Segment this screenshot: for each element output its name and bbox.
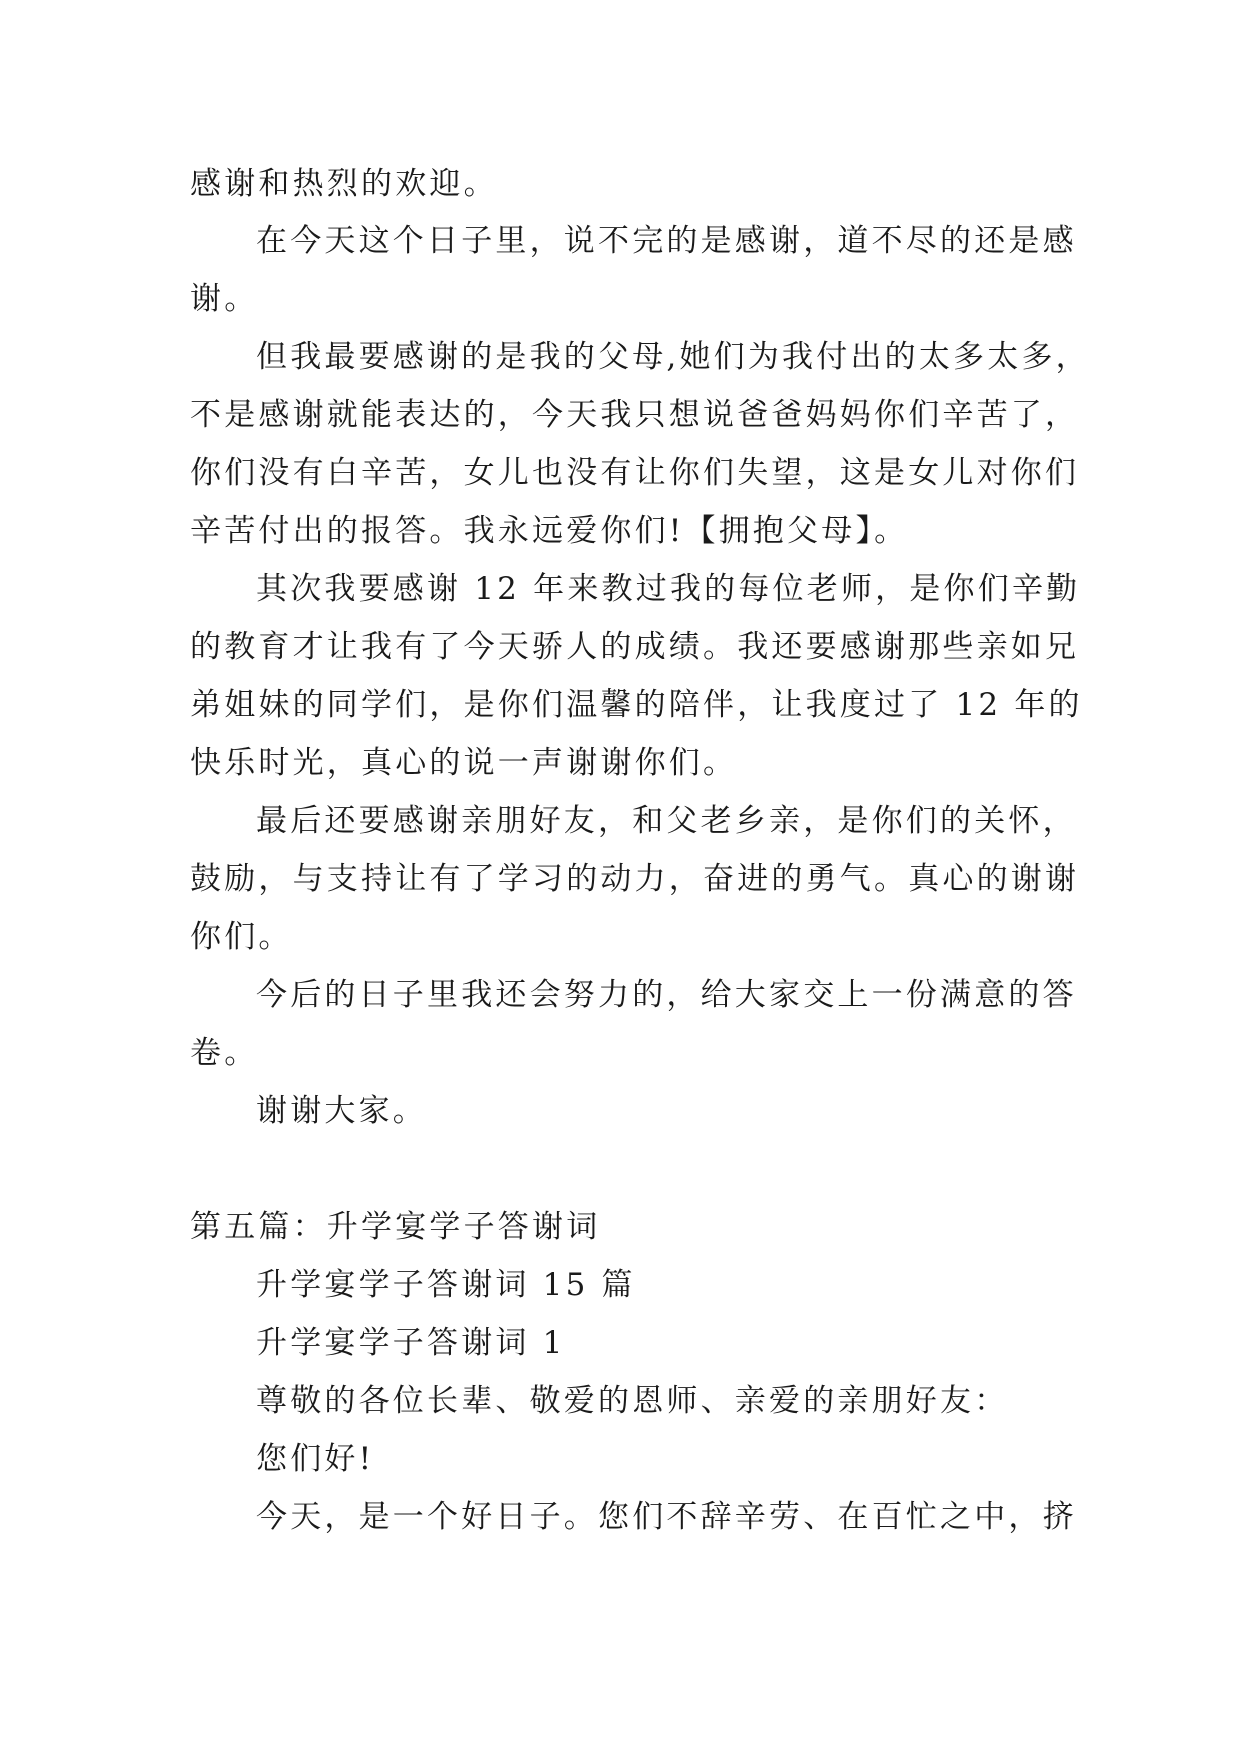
- paragraph-line: 但我最要感谢的是我的父母,她们为我付出的太多太多，: [256, 339, 1090, 375]
- paragraph-line: 在今天这个日子里，说不完的是感谢，道不尽的还是感: [256, 223, 1077, 259]
- paragraph-line: 其次我要感谢 12 年来教过我的每位老师，是你们辛勤: [256, 571, 1081, 607]
- paragraph-line: 你们。: [190, 919, 293, 955]
- paragraph-line: 谢谢大家。: [256, 1093, 427, 1129]
- section-heading: 第五篇：升学宴学子答谢词: [190, 1209, 601, 1245]
- paragraph-line: 鼓励，与支持让有了学习的动力，奋进的勇气。真心的谢谢: [190, 861, 1080, 897]
- paragraph-line: 谢。: [190, 281, 259, 317]
- paragraph-line: 辛苦付出的报答。我永远爱你们!【拥抱父母】。: [190, 513, 909, 549]
- subheading: 升学宴学子答谢词 1: [256, 1325, 566, 1361]
- paragraph-line: 今天，是一个好日子。您们不辞辛劳、在百忙之中，挤: [256, 1499, 1077, 1535]
- greeting: 您们好!: [256, 1441, 375, 1477]
- paragraph-line: 感谢和热烈的欢迎。: [190, 166, 498, 202]
- paragraph-line: 最后还要感谢亲朋好友，和父老乡亲，是你们的关怀，: [256, 803, 1077, 839]
- subheading: 升学宴学子答谢词 15 篇: [256, 1267, 636, 1303]
- paragraph-line: 的教育才让我有了今天骄人的成绩。我还要感谢那些亲如兄: [190, 629, 1080, 665]
- paragraph-line: 卷。: [190, 1035, 259, 1071]
- paragraph-line: 不是感谢就能表达的，今天我只想说爸爸妈妈你们辛苦了，: [190, 397, 1080, 433]
- paragraph-line: 弟姐妹的同学们，是你们温馨的陪伴，让我度过了 12 年的: [190, 687, 1083, 723]
- paragraph-line: 今后的日子里我还会努力的，给大家交上一份满意的答: [256, 977, 1077, 1013]
- salutation: 尊敬的各位长辈、敬爱的恩师、亲爱的亲朋好友：: [256, 1383, 1009, 1419]
- paragraph-line: 你们没有白辛苦，女儿也没有让你们失望，这是女儿对你们: [190, 455, 1080, 491]
- paragraph-line: 快乐时光，真心的说一声谢谢你们。: [190, 745, 738, 781]
